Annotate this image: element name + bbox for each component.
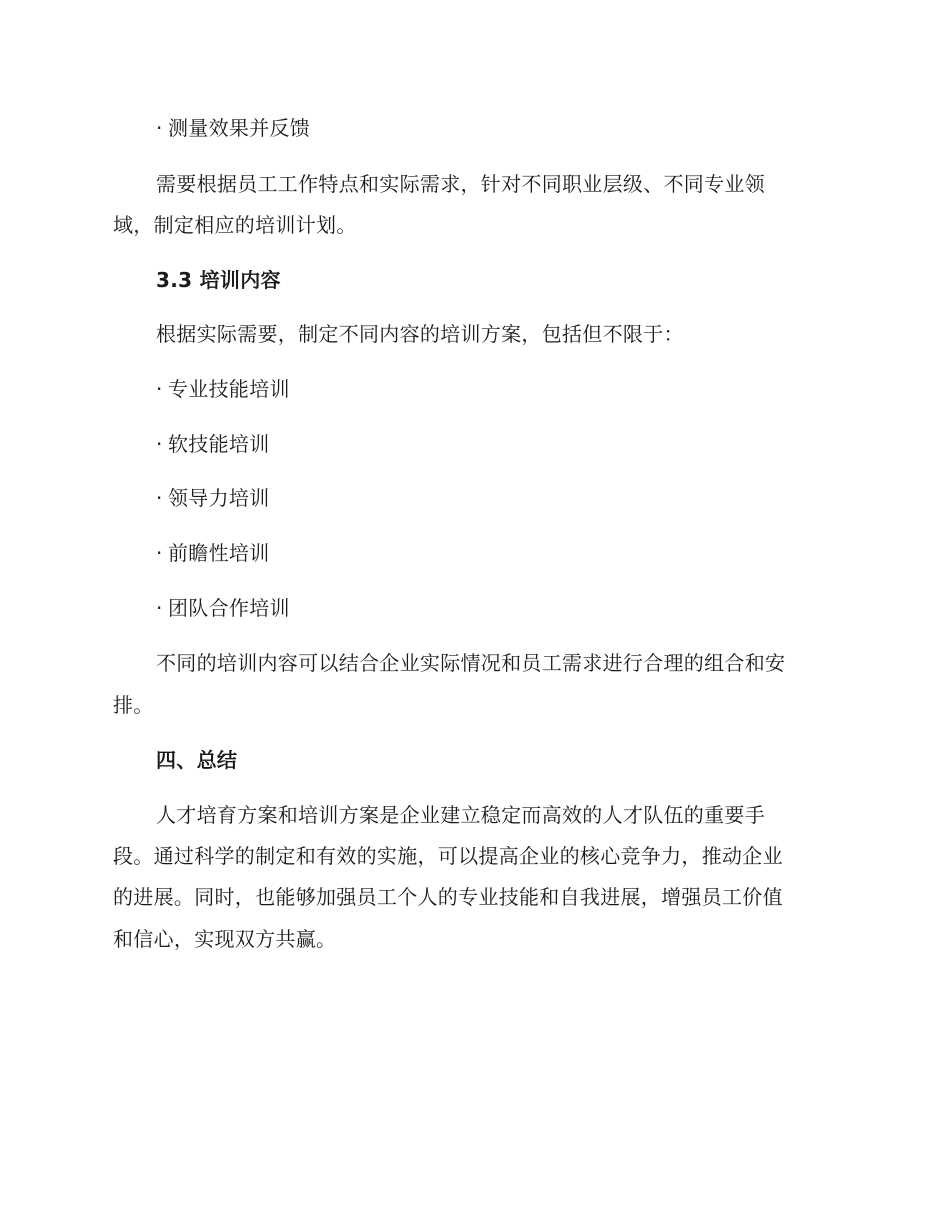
bullet-text: 前瞻性培训 — [168, 541, 270, 565]
bullet-marker: · — [156, 486, 163, 510]
bullet-marker: · — [156, 596, 163, 620]
bullet-item — [156, 377, 290, 401]
paragraph-line: 域，制定相应的培训计划。 — [113, 213, 357, 237]
paragraph-line: 根据实际需要，制定不同内容的培训方案，包括但不限于： — [156, 322, 684, 346]
paragraph-line: 段。通过科学的制定和有效的实施，可以提高企业的核心竞争力，推动企业 — [113, 844, 783, 868]
bullet-item — [156, 486, 270, 510]
bullet-item — [156, 116, 310, 140]
paragraph-line: 排。 — [113, 693, 154, 717]
bullet-marker: · — [156, 116, 163, 140]
bullet-text: 专业技能培训 — [168, 377, 290, 401]
section-heading: 3.3 培训内容 — [156, 268, 281, 292]
paragraph-line: 不同的培训内容可以结合企业实际情况和员工需求进行合理的组合和安 — [156, 651, 786, 675]
paragraph-line: 的进展。同时，也能够加强员工个人的专业技能和自我进展，增强员工价值 — [113, 885, 783, 909]
paragraph-line: 人才培育方案和培训方案是企业建立稳定而高效的人才队伍的重要手 — [156, 803, 765, 827]
bullet-text: 团队合作培训 — [168, 596, 290, 620]
bullet-item — [156, 596, 290, 620]
bullet-text: 软技能培训 — [168, 432, 270, 456]
bullet-item — [156, 432, 270, 456]
bullet-marker: · — [156, 377, 163, 401]
bullet-marker: · — [156, 541, 163, 565]
bullet-item — [156, 541, 270, 565]
bullet-marker: · — [156, 432, 163, 456]
paragraph-line: 和信心，实现双方共赢。 — [113, 927, 337, 951]
paragraph-line: 需要根据员工工作特点和实际需求，针对不同职业层级、不同专业领 — [156, 172, 765, 196]
bullet-text: 领导力培训 — [168, 486, 270, 510]
section-heading: 四、总结 — [156, 748, 238, 772]
bullet-text: 测量效果并反馈 — [168, 116, 311, 140]
